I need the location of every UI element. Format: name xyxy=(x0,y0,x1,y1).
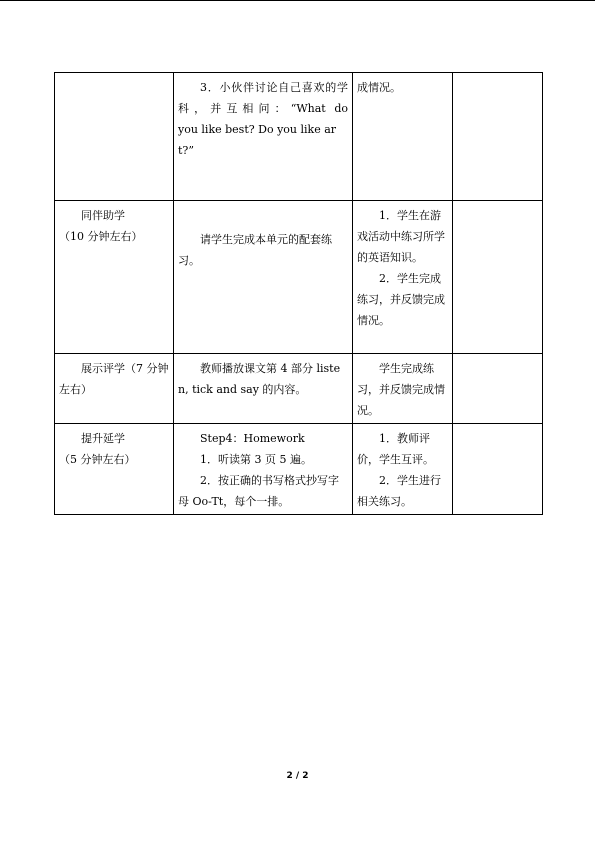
header-rule xyxy=(0,0,595,1)
table-row xyxy=(55,73,543,201)
stage-title: 提升延学 xyxy=(81,432,125,445)
stage-title: 同伴助学 xyxy=(81,209,125,222)
student-text: 成情况。 xyxy=(357,81,401,94)
student-cell xyxy=(353,424,453,515)
activity-text: 请学生完成本单元的配套练习。 xyxy=(178,233,332,267)
note-cell xyxy=(453,424,543,515)
activity-text: 1．听读第 3 页 5 遍。 xyxy=(200,453,312,466)
activity-cell xyxy=(174,201,353,354)
table-row xyxy=(55,424,543,515)
student-text: 2．学生进行相关练习。 xyxy=(357,474,441,508)
stage-duration: （10 分钟左右） xyxy=(59,230,143,243)
stage-cell xyxy=(55,73,174,201)
activity-text: you like best? Do you like art?” xyxy=(178,123,337,157)
page-number: 2 / 2 xyxy=(286,771,309,781)
activity-text: 2．按正确的书写格式抄写字母 Oo-Tt，每个一排。 xyxy=(178,474,339,508)
student-cell xyxy=(353,73,453,201)
student-text: 2．学生完成练习，并反馈完成情况。 xyxy=(357,272,445,327)
note-cell xyxy=(453,354,543,424)
table-row xyxy=(55,201,543,354)
activity-cell xyxy=(174,424,353,515)
activity-cell xyxy=(174,73,353,201)
note-cell xyxy=(453,73,543,201)
activity-text: Step4：Homework xyxy=(200,432,305,445)
activity-text: 3．小伙伴讨论自己喜欢的学科，并互相问：“What do xyxy=(178,81,348,115)
activity-text: 教师播放课文第 4 部分 listen, tick and say 的内容。 xyxy=(178,362,341,396)
stage-cell xyxy=(55,201,174,354)
lesson-plan-table xyxy=(54,72,543,515)
stage-title: 展示评学（7 分钟左右） xyxy=(59,362,169,396)
student-text: 学生完成练习，并反馈完成情况。 xyxy=(357,362,445,417)
student-text: 1．学生在游戏活动中练习所学的英语知识。 xyxy=(357,209,445,264)
table-row xyxy=(55,354,543,424)
note-cell xyxy=(453,201,543,354)
student-text: 1．教师评价，学生互评。 xyxy=(357,432,434,466)
stage-cell xyxy=(55,424,174,515)
stage-duration: （5 分钟左右） xyxy=(59,453,136,466)
stage-cell xyxy=(55,354,174,424)
student-cell xyxy=(353,354,453,424)
student-cell xyxy=(353,201,453,354)
activity-cell xyxy=(174,354,353,424)
